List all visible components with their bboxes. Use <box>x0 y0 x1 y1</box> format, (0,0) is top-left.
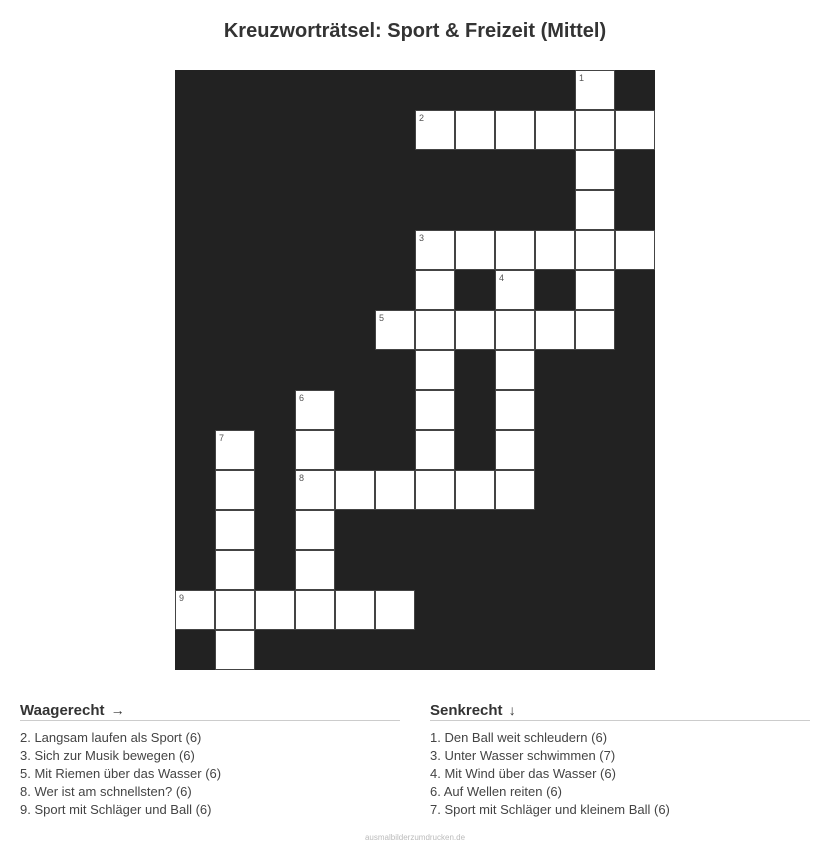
grid-cell[interactable] <box>455 310 495 350</box>
footer-credit: ausmalbilderzumdrucken.de <box>364 833 466 842</box>
grid-cell[interactable] <box>295 550 335 590</box>
grid-cell[interactable] <box>415 230 455 270</box>
grid-cell[interactable] <box>495 350 535 390</box>
across-clue: 9. Sport mit Schläger und Ball (6) <box>20 802 212 817</box>
down-clue: 7. Sport mit Schläger und kleinem Ball (6) <box>430 802 670 817</box>
grid-cell[interactable] <box>455 110 495 150</box>
across-clue: 3. Sich zur Musik bewegen (6) <box>20 748 195 763</box>
crossword-grid <box>175 70 655 670</box>
across-heading-label: Waagerecht <box>20 702 105 719</box>
clue-number: 3 <box>419 233 425 243</box>
down-clue: 3. Unter Wasser schwimmen (7) <box>430 748 616 763</box>
grid-cell[interactable] <box>295 510 335 550</box>
grid-cell[interactable] <box>575 110 615 150</box>
grid-cell[interactable] <box>415 470 455 510</box>
down-heading-label: Senkrecht <box>430 702 503 719</box>
grid-cell[interactable] <box>335 590 375 630</box>
grid-cell[interactable] <box>215 550 255 590</box>
grid-cell[interactable] <box>575 190 615 230</box>
across-clue: 8. Wer ist am schnellsten? (6) <box>20 784 192 799</box>
grid-cell[interactable] <box>415 350 455 390</box>
down-clue: 4. Mit Wind über das Wasser (6) <box>430 766 616 781</box>
grid-cell[interactable] <box>495 110 535 150</box>
grid-cell[interactable] <box>295 470 335 510</box>
grid-cell[interactable] <box>495 270 535 310</box>
clue-number: 2 <box>419 113 425 123</box>
grid-cell[interactable] <box>495 470 535 510</box>
grid-cell[interactable] <box>415 270 455 310</box>
grid-cell[interactable] <box>575 230 615 270</box>
page-title: Kreuzworträtsel: Sport & Freizeit (Mittel) <box>223 20 607 42</box>
down-clue: 1. Den Ball weit schleudern (6) <box>430 730 608 745</box>
clue-number: 9 <box>179 593 185 603</box>
grid-cell[interactable] <box>615 110 655 150</box>
grid-cell[interactable] <box>495 310 535 350</box>
across-clue: 2. Langsam laufen als Sport (6) <box>20 730 202 745</box>
grid-cell[interactable] <box>295 390 335 430</box>
across-clues <box>20 702 400 819</box>
grid-cell[interactable] <box>295 430 335 470</box>
grid-cell[interactable] <box>495 390 535 430</box>
down-heading <box>430 702 810 721</box>
down-clue: 6. Auf Wellen reiten (6) <box>430 784 562 799</box>
grid-cell[interactable] <box>575 150 615 190</box>
grid-cell[interactable] <box>215 430 255 470</box>
grid-cell[interactable] <box>455 470 495 510</box>
grid-cell[interactable] <box>215 510 255 550</box>
grid-cell[interactable] <box>415 430 455 470</box>
grid-cell[interactable] <box>215 630 255 670</box>
clue-number: 4 <box>499 273 505 283</box>
grid-cell[interactable] <box>415 310 455 350</box>
clue-number: 1 <box>579 73 585 83</box>
across-clue: 5. Mit Riemen über das Wasser (6) <box>20 766 222 781</box>
grid-cell[interactable] <box>175 590 215 630</box>
grid-cell[interactable] <box>295 590 335 630</box>
grid-cell[interactable] <box>615 230 655 270</box>
grid-cell[interactable] <box>575 310 615 350</box>
right-arrow-icon: → <box>110 702 125 718</box>
grid-cell[interactable] <box>215 470 255 510</box>
grid-cell[interactable] <box>495 230 535 270</box>
down-clue-list <box>430 729 810 819</box>
clue-number: 6 <box>299 393 305 403</box>
grid-cell[interactable] <box>535 110 575 150</box>
grid-cell[interactable] <box>535 230 575 270</box>
clue-number: 7 <box>219 433 225 443</box>
grid-cell[interactable] <box>415 110 455 150</box>
grid-cell[interactable] <box>495 430 535 470</box>
grid-cell[interactable] <box>415 390 455 430</box>
grid-cell[interactable] <box>375 310 415 350</box>
grid-cell[interactable] <box>255 590 295 630</box>
grid-cell[interactable] <box>375 470 415 510</box>
clue-number: 8 <box>299 473 305 483</box>
down-arrow-icon: ↓ <box>508 702 516 718</box>
across-heading <box>20 702 400 721</box>
grid-cell[interactable] <box>375 590 415 630</box>
grid-cell[interactable] <box>335 470 375 510</box>
grid-cell[interactable] <box>215 590 255 630</box>
grid-cell[interactable] <box>575 270 615 310</box>
down-clues <box>430 702 810 819</box>
across-clue-list <box>20 729 400 819</box>
grid-cell[interactable] <box>535 310 575 350</box>
grid-cell[interactable] <box>575 70 615 110</box>
grid-cell[interactable] <box>455 230 495 270</box>
clue-number: 5 <box>379 313 385 323</box>
